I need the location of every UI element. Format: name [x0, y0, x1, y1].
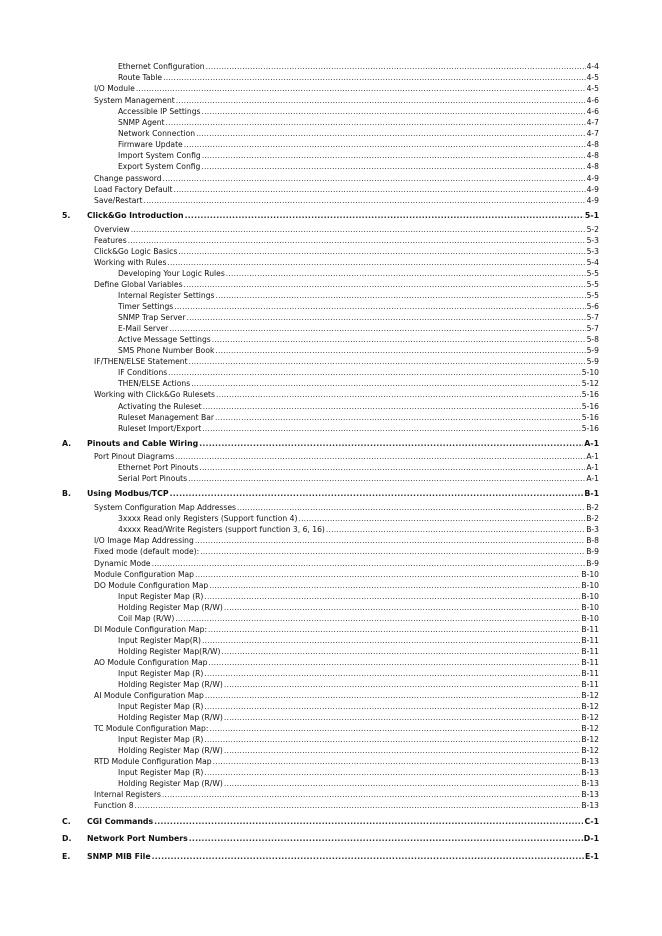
- toc-chapter[interactable]: A. Pinouts and Cable Wiring ..... A-1: [62, 439, 599, 449]
- toc-entry[interactable]: AI Module Configuration Map ..... B-12: [94, 691, 599, 701]
- toc-entry[interactable]: RTD Module Configuration Map ..... B-13: [94, 757, 599, 767]
- toc-entry[interactable]: Holding Register Map (R/W) ..... B-12: [118, 746, 599, 756]
- toc-entry[interactable]: System Management ..... 4-6: [94, 96, 599, 106]
- toc-entry[interactable]: Fixed mode (default mode): ..... B-9: [94, 547, 599, 557]
- toc-entry[interactable]: Input Register Map(R) ..... B-11: [118, 636, 599, 646]
- toc-entry[interactable]: SNMP Agent ..... 4-7: [118, 118, 599, 128]
- toc-entry[interactable]: Port Pinout Diagrams ..... A-1: [94, 452, 599, 462]
- toc-entry[interactable]: Import System Config ..... 4-8: [118, 151, 599, 161]
- toc-entry[interactable]: I/O Image Map Addressing ..... B-8: [94, 536, 599, 546]
- toc-entry[interactable]: Dynamic Mode ..... B-9: [94, 559, 599, 569]
- toc-entry[interactable]: Timer Settings ..... 5-6: [118, 302, 599, 312]
- toc-entry[interactable]: Active Message Settings ..... 5-8: [118, 335, 599, 345]
- toc-entry[interactable]: Holding Register Map (R/W) ..... B-11: [118, 680, 599, 690]
- toc-entry[interactable]: Module Configuration Map ..... B-10: [94, 570, 599, 580]
- toc-chapter[interactable]: B. Using Modbus/TCP ..... B-1: [62, 489, 599, 499]
- toc-entry[interactable]: THEN/ELSE Actions ..... 5-12: [118, 379, 599, 389]
- toc-chapter[interactable]: E. SNMP MIB File ..... E-1: [62, 852, 599, 862]
- toc-entry[interactable]: Developing Your Logic Rules ..... 5-5: [118, 269, 599, 279]
- toc-entry[interactable]: Working with Rules ..... 5-4: [94, 258, 599, 268]
- toc-entry[interactable]: Working with Click&Go Rulesets ..... 5-16: [94, 390, 599, 400]
- toc-entry[interactable]: Define Global Variables ..... 5-5: [94, 280, 599, 290]
- toc-entry[interactable]: Holding Register Map(R/W) ..... B-11: [118, 647, 599, 657]
- toc-entry[interactable]: DI Module Configuration Map: ..... B-11: [94, 625, 599, 635]
- toc-entry[interactable]: Holding Register Map (R/W) ..... B-10: [118, 603, 599, 613]
- toc-entry[interactable]: Input Register Map (R) ..... B-12: [118, 735, 599, 745]
- toc-entry[interactable]: Overview ..... 5-2: [94, 225, 599, 235]
- toc-entry[interactable]: Network Connection ..... 4-7: [118, 129, 599, 139]
- toc-entry[interactable]: Internal Register Settings ..... 5-5: [118, 291, 599, 301]
- toc-entry[interactable]: TC Module Configuration Map: ..... B-12: [94, 724, 599, 734]
- toc-entry[interactable]: Click&Go Logic Basics ..... 5-3: [94, 247, 599, 257]
- toc-entry[interactable]: Ruleset Management Bar ..... 5-16: [118, 413, 599, 423]
- toc-entry[interactable]: Ruleset Import/Export ..... 5-16: [118, 424, 599, 434]
- toc-entry[interactable]: Function 8 ..... B-13: [94, 801, 599, 811]
- toc-entry[interactable]: Ethernet Port Pinouts ..... A-1: [118, 463, 599, 473]
- toc-entry[interactable]: Features ..... 5-3: [94, 236, 599, 246]
- toc-chapter[interactable]: C. CGI Commands ..... C-1: [62, 817, 599, 827]
- toc-entry[interactable]: Activating the Ruleset ..... 5-16: [118, 402, 599, 412]
- toc-entry[interactable]: Holding Register Map (R/W) ..... B-13: [118, 779, 599, 789]
- toc-entry[interactable]: Accessible IP Settings ..... 4-6: [118, 107, 599, 117]
- toc-chapter[interactable]: 5. Click&Go Introduction ..... 5-1: [62, 211, 599, 221]
- toc-entry[interactable]: SMS Phone Number Book ..... 5-9: [118, 346, 599, 356]
- toc-entry[interactable]: Internal Registers ..... B-13: [94, 790, 599, 800]
- toc-entry[interactable]: I/O Module ..... 4-5: [94, 84, 599, 94]
- toc-entry[interactable]: 3xxxx Read only Registers (Support function 4) ..... B-2: [118, 514, 599, 524]
- toc-entry[interactable]: Ethernet Configuration ..... 4-4: [118, 62, 599, 72]
- toc-entry[interactable]: SNMP Trap Server ..... 5-7: [118, 313, 599, 323]
- toc-entry[interactable]: Holding Register Map (R/W) ..... B-12: [118, 713, 599, 723]
- toc-entry[interactable]: Load Factory Default ..... 4-9: [94, 185, 599, 195]
- toc-entry[interactable]: E-Mail Server ..... 5-7: [118, 324, 599, 334]
- toc-entry[interactable]: Change password ..... 4-9: [94, 174, 599, 184]
- toc-entry[interactable]: Route Table ..... 4-5: [118, 73, 599, 83]
- toc-chapter[interactable]: D. Network Port Numbers ..... D-1: [62, 834, 599, 844]
- toc-entry[interactable]: Save/Restart ..... 4-9: [94, 196, 599, 206]
- toc-entry[interactable]: AO Module Configuration Map ..... B-11: [94, 658, 599, 668]
- toc-entry[interactable]: Input Register Map (R) ..... B-11: [118, 669, 599, 679]
- toc-entry[interactable]: System Configuration Map Addresses ..... B-2: [94, 503, 599, 513]
- toc-entry[interactable]: Input Register Map (R) ..... B-10: [118, 592, 599, 602]
- toc-entry[interactable]: Input Register Map (R) ..... B-12: [118, 702, 599, 712]
- toc-entry[interactable]: DO Module Configuration Map ..... B-10: [94, 581, 599, 591]
- toc-entry[interactable]: IF Conditions ..... 5-10: [118, 368, 599, 378]
- toc-entry[interactable]: Export System Config ..... 4-8: [118, 162, 599, 172]
- toc-entry[interactable]: Serial Port Pinouts ..... A-1: [118, 474, 599, 484]
- toc-entry[interactable]: Coil Map (R/W) ..... B-10: [118, 614, 599, 624]
- toc-entry[interactable]: Firmware Update ..... 4-8: [118, 140, 599, 150]
- toc-entry[interactable]: IF/THEN/ELSE Statement ..... 5-9: [94, 357, 599, 367]
- toc-entry[interactable]: Input Register Map (R) ..... B-13: [118, 768, 599, 778]
- toc-entry[interactable]: 4xxxx Read/Write Registers (support function 3, 6, 16) ..... B-3: [118, 525, 599, 535]
